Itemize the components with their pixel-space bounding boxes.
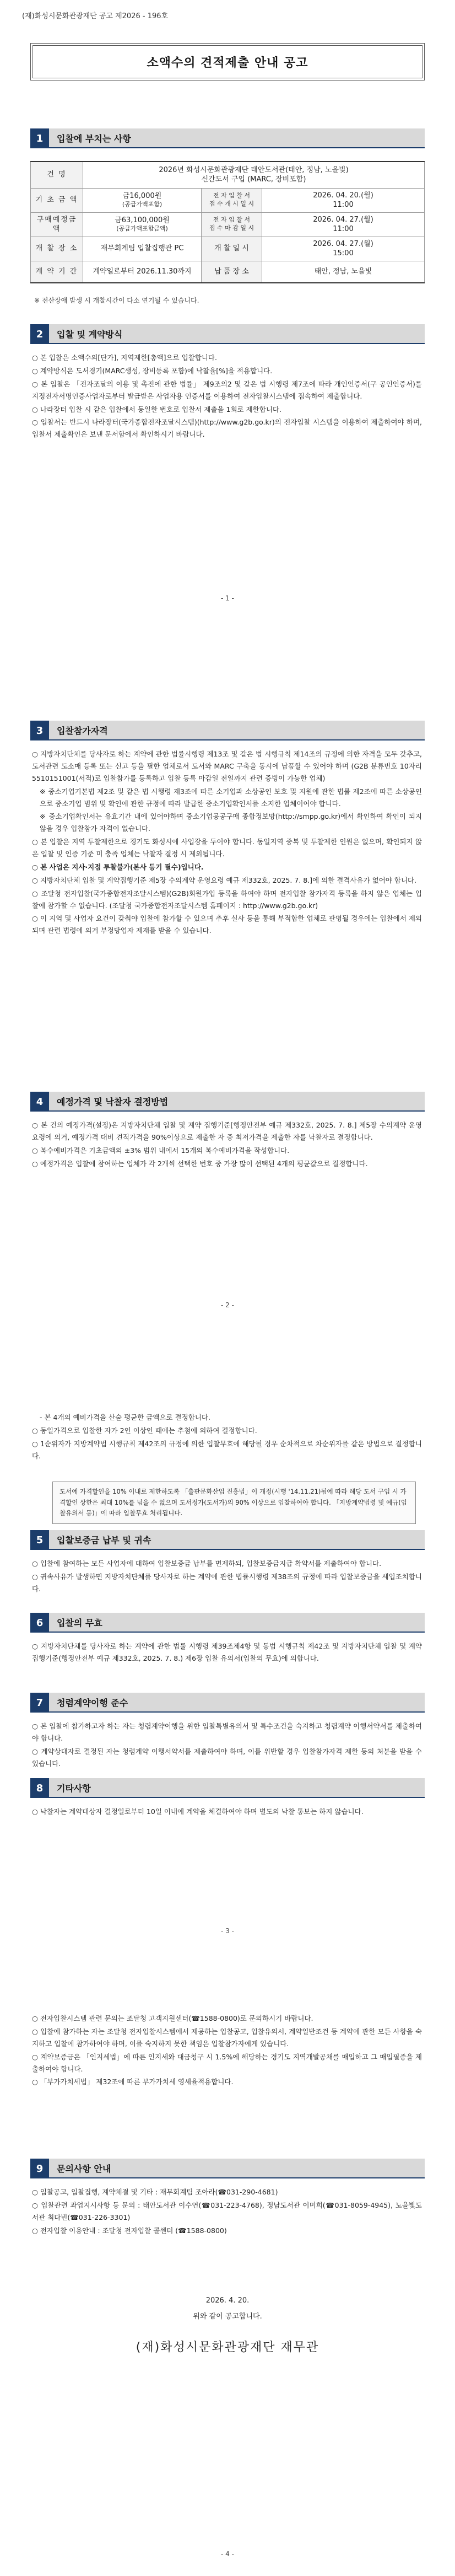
list-item: ○ 복수예비가격은 기초금액의 ±3% 범위 내에서 15개의 복수예비가격을 작성합니다.: [32, 1146, 290, 1155]
list-item: - 본 4개의 예비가격을 산술 평균한 금액으로 결정합니다.: [40, 1413, 210, 1421]
section-4-body: [32, 1119, 422, 1171]
list-item: ○ 지방자치단체를 당사자로 하는 계약에 관한 법률시행령 제13조 및 같은 법 시행규칙 제14조의 규정에 의한 자격을 모두 갖추고, 도서관련 도소매 등록 또는 신고 등을 필한 업체로서 도서와 MARC 구축을 동시에 납품할 수 있어야 하며 (G2B 분류번호 10자리 5510151001(서적)로 입찰참가를 등록하고 입찰 등록 마감일 전일까지 관련 증빙이 가능한 업체): [32, 750, 422, 782]
price-notice-box: [52, 1482, 416, 1524]
section-title: 청렴계약이행 준수: [49, 1693, 425, 1713]
section-number: 9: [30, 2159, 49, 2178]
page-1: [0, 0, 455, 697]
section-number: 5: [30, 1530, 49, 1550]
list-item: ○ 이 지역 및 사업자 요건이 갖춰야 입찰에 참가할 수 있으며 추후 실사 등을 통해 부적합한 업체로 판명될 경우에는 입찰에서 제외되며 관련 법령에 의거 부정당업자 제재를 받을 수 있습니다.: [32, 914, 422, 935]
issuer-signature: (재)화성시문화관광재단 재무관: [136, 2341, 319, 2354]
list-item: ○ 입찰서는 반드시 나라장터(국가종합전자조달시스템)(http://www.g2b.go.kr)의 전자입찰 시스템을 이용하여 제출하여야 하며, 입찰서 제출확인은 보낸 문서함에서 확인하시기 바랍니다.: [32, 418, 422, 439]
section-number: 4: [30, 1092, 49, 1112]
table-note: ※ 전산장애 발생 시 개찰시간이 다소 연기될 수 있습니다.: [34, 297, 199, 304]
section-number: 8: [30, 1778, 49, 1798]
label-delivery-place: 납 품 장 소: [202, 261, 262, 283]
page-number: - 2 -: [221, 1301, 234, 1309]
section-number: 3: [30, 721, 49, 740]
section-8-body: [32, 1806, 422, 1819]
item-name-line2: 신간도서 구입 (MARC, 장비포함): [201, 175, 306, 184]
section-header-5: [30, 1530, 425, 1550]
list-item: ○ 지방자치단체를 당사자로 하는 계약에 관한 법률 시행령 제39조제4항 및 동법 시행규칙 제42조 및 지방자치단체 입찰 및 계약집행기준(행정안전부 예규 제332호, 2025. 7. 8.) 제6장 입찰 유의서(입찰의 무효)에 의합니다.: [32, 1642, 422, 1662]
label-opening-place: 개 찰 장 소: [31, 237, 83, 261]
section-title: 입찰참가자격: [49, 721, 425, 740]
section-title: 입찰에 부치는 사항: [49, 128, 425, 148]
page-number: - 3 -: [221, 1927, 234, 1935]
label-close-a: 전 자 입 찰 서: [213, 216, 251, 224]
opening-date: 2026. 04. 27.(월): [313, 239, 373, 248]
label-opening-datetime: 개 찰 일 시: [202, 237, 262, 261]
section-header-8: [30, 1778, 425, 1798]
list-item: ○ 낙찰자는 계약대상자 결정일로부터 10일 이내에 계약을 체결하여야 하며 별도의 낙찰 통보는 하지 않습니다.: [32, 1807, 364, 1816]
list-item: ○ 본 건의 예정가격(설정)은 지방자치단체 입찰 및 계약 집행기준[행정안전부 예규 제332호, 2025. 7. 8.] 제5장 수의계약 운영요령에 의거, 예정가격 대비 견적가격을 90%이상으로 제출한 자 중 최저가격을 제출한 자를 낙찰자로 결정합니다.: [32, 1121, 422, 1141]
contract-period: 계약일로부터 2026.11.30까지: [83, 261, 202, 283]
close-time: 11:00: [333, 225, 354, 234]
announcement-statement: 위와 같이 공고합니다.: [193, 2312, 262, 2321]
price-notice-text: 도서에 가격할인을 10% 이내로 제한하도록 「출판문화산업 진흥법」이 개정(시행 '14.11.21)됨에 따라 해당 도서 구입 시 가격할인 상한은 최대 10%를 넘을 수 없으며 도서정가(도서가)의 90% 이상으로 입찰하여야 합니다. 「지방계약법령 및 예규(입찰유의서 등)」에 따라 입찰무효 처리됩니다.: [59, 1488, 407, 1517]
base-amount: 금16,000원: [122, 191, 162, 200]
section-title: 기타사항: [49, 1778, 425, 1798]
section-header-2: [30, 324, 425, 344]
section-7-body: [32, 1720, 422, 1771]
section-2-body: [32, 352, 422, 442]
section-header-3: [30, 721, 425, 740]
list-item: ○ 본 입찰에 참가하고자 하는 자는 청렴계약이행을 위한 입찰특별유의서 및 특수조건을 숙지하고 청렴계약 이행서약서를 제출하여야 합니다.: [32, 1722, 422, 1742]
section-title: 입찰 및 계약방식: [49, 324, 425, 344]
list-item: ○ 입찰관련 과업지시사항 등 문의 : 태안도서관 이수연(☎031-223-4768), 정남도서관 이미희(☎031-8059-4945), 노을빛도서관 최다빈(☎031-226-3301): [32, 2201, 422, 2221]
label-open-a: 전 자 입 찰 서: [213, 192, 251, 200]
table-row: [31, 261, 425, 283]
title-box: [30, 43, 425, 80]
list-item: ○ 「부가가치세법」 제32조에 따른 부가가치세 영세율적용합니다.: [32, 2078, 234, 2086]
list-item: ○ 계약보증금은 「인지세법」에 따른 인지세와 대금청구 시 1.5%에 해당하는 경기도 지역개발공채를 매입하고 그 매입필증을 제출하여야 합니다.: [32, 2052, 422, 2073]
section-3-body: [32, 748, 422, 938]
label-close-b: 접 수 마 감 일 시: [209, 224, 254, 232]
close-date: 2026. 04. 27.(월): [313, 215, 373, 224]
base-amount-sub: (공급가액포함): [122, 201, 162, 208]
list-item: ※ 중소기업확인서는 유효기간 내에 있어야하며 중소기업공공구매 종합정보망(http://smpp.go.kr)에서 확인하여 확인이 되지 않을 경우 입찰참가 자격이 없습니다.: [40, 812, 422, 833]
item-name-line1: 2026년 화성시문화관광재단 태안도서관(태안, 정남, 노을빛): [159, 165, 349, 174]
section-9-body: [32, 2186, 422, 2238]
list-item: ○ 본 사업은 지사·지점 투찰불가(본사 등기 필수)입니다.: [32, 862, 204, 871]
section-title: 입찰보증금 납부 및 귀속: [49, 1530, 425, 1550]
opening-place: 재무회계팀 입찰집행관 PC: [83, 237, 202, 261]
list-item: ○ 입찰에 참여하는 모든 사업자에 대하여 입찰보증금 납부를 면제하되, 입찰보증금지급 확약서를 제출하여야 합니다.: [32, 1559, 382, 1568]
open-time: 11:00: [333, 201, 354, 210]
section-title: 입찰의 무효: [49, 1613, 425, 1633]
section-header-4: [30, 1092, 425, 1112]
list-item: ○ 예정가격은 입찰에 참여하는 업체가 각 2개씩 선택한 번호 중 가장 많이 선택된 4개의 평균값으로 결정합니다.: [32, 1159, 368, 1168]
list-item: ○ 입찰에 참가하는 자는 조달청 전자입찰시스템에서 제공하는 입찰공고, 입찰유의서, 계약일반조건 등 계약에 관한 모든 사항을 숙지하고 입찰에 참가하여야 하며, 이를 숙지하지 못한 책임은 입찰참가자에게 있습니다.: [32, 2027, 422, 2048]
list-item: ○ 1순위자가 지방계약법 시행규칙 제42조의 규정에 의한 입찰무효에 해당될 경우 순차적으로 차순위자를 같은 방법으로 결정합니다.: [32, 1439, 422, 1460]
section-8-body-continued: [32, 2012, 422, 2089]
section-title: 예정가격 및 낙찰자 결정방법: [49, 1092, 425, 1112]
delivery-place: 태안, 정남, 노을빛: [262, 261, 425, 283]
section-header-7: [30, 1693, 425, 1713]
label-base-amount: 기 초 금 액: [31, 188, 83, 212]
page-number: - 1 -: [221, 594, 234, 602]
section-header-9: [30, 2159, 425, 2178]
bid-info-table: [30, 161, 425, 283]
table-row: [31, 162, 425, 188]
label-contract-period: 계 약 기 간: [31, 261, 83, 283]
planned-amount: 금63,100,000원: [115, 216, 170, 224]
section-6-body: [32, 1640, 422, 1666]
planned-amount-sub: (공급가액포함금액): [116, 225, 168, 233]
list-item: ○ 조달청 전자입찰(국가종합전자조달시스템)(G2B)회원가입 등록을 하여야 하며 전자입찰 참가자격 등록을 하지 않은 업체는 입찰에 참가할 수 없습니다. (조달청 국가종합전자조달시스템 홈페이지 : http://www.g2b.go.kr): [32, 889, 422, 910]
document-number: (재)화성시문화관광재단 공고 제2026 - 196호: [22, 12, 169, 20]
page-3: [0, 1398, 455, 1999]
table-row: [31, 212, 425, 237]
section-number: 2: [30, 324, 49, 344]
list-item: ○ 지방자치단체 입찰 및 계약집행기준 제5장 수의계약 운영요령 예규 제332호, 2025. 7. 8.]에 의한 결격사유가 없어야 합니다.: [32, 876, 416, 884]
page-2: [0, 697, 455, 1398]
page-number: - 4 -: [221, 2550, 234, 2558]
list-item: ○ 귀속사유가 발생하면 지방자치단체를 당사자로 하는 계약에 관한 법률시행령 제38조의 규정에 따라 입찰보증금을 세입조치합니다.: [32, 1572, 422, 1593]
table-row: [31, 188, 425, 212]
list-item: ○ 본 입찰은 소액수의[단가], 지역제한[총액]으로 입찰합니다.: [32, 353, 217, 362]
announcement-date: 2026. 4. 20.: [205, 2296, 250, 2305]
list-item: ○ 전자입찰시스템 관련 문의는 조달청 고객지원센터(☎1588-0800)로 문의하시기 바랍니다.: [32, 2014, 313, 2022]
list-item: ○ 본 입찰은 「전자조달의 이용 및 촉진에 관한 법률」 제9조의2 및 같은 법 시행령 제7조에 따라 개인인증서(구 공인인증서)를 지정전자서명인증사업자로부터 발급받은 사업자용 인증서를 이용하여 전자입찰시스템에 접속하여 제출합니다.: [32, 379, 422, 400]
section-header-1: [30, 128, 425, 148]
label-item-name: 건 명: [31, 162, 83, 188]
section-4-body-continued: [32, 1412, 422, 1463]
list-item: ○ 계약방식은 도서경기(MARC생성, 장비등록 포함)에 낙찰율[%]을 적용합니다.: [32, 366, 273, 375]
list-item: ※ 중소기업기본법 제2조 및 같은 법 시행령 제3조에 따른 소기업과 소상공인 보호 및 지원에 관한 법률 제2조에 따른 소상공인으로 중소기업 범위 및 확인에 관한 규정에 따라 발급한 중소기업확인서를 소지한 업체이어야 합니다.: [40, 787, 422, 808]
list-item: ○ 나라장터 입찰 시 같은 입찰에서 동일한 번호로 입찰서 제출을 1회로 제한합니다.: [32, 405, 281, 414]
label-open-b: 접 수 개 시 일 시: [209, 200, 254, 208]
list-item: ○ 전자입찰 이용안내 : 조달청 전자입찰 콜센터 (☎1588-0800): [32, 2226, 227, 2235]
label-planned-amount: 구매예정금액: [31, 212, 83, 237]
page-4: [0, 1999, 455, 2576]
page-title: 소액수의 견적제출 안내 공고: [147, 56, 308, 70]
section-header-6: [30, 1613, 425, 1633]
table-row: [31, 237, 425, 261]
list-item: ○ 계약상대자로 결정된 자는 청렴계약 이행서약서를 제출하여야 하며, 이를 위반할 경우 입찰참가자격 제한 등의 처분을 받을 수 있습니다.: [32, 1747, 422, 1768]
section-number: 1: [30, 128, 49, 148]
list-item: ○ 입찰공고, 입찰집행, 계약체결 및 기타 : 재무회계팀 조아라(☎031-290-4681): [32, 2188, 278, 2196]
section-number: 7: [30, 1693, 49, 1713]
section-title: 문의사항 안내: [49, 2159, 425, 2178]
open-date: 2026. 04. 20.(월): [313, 191, 373, 200]
list-item: ○ 본 입찰은 지역 투찰제한으로 경기도 화성시에 사업장을 두어야 합니다. 동일지역 중복 및 투찰제한 인원은 없으며, 확인되지 않은 입찰 및 인증 기준 미 충족 업체는 낙찰자 결정 시 제외됩니다.: [32, 838, 422, 858]
section-5-body: [32, 1558, 422, 1596]
opening-time: 15:00: [333, 249, 354, 258]
list-item: ○ 동일가격으로 입찰한 자가 2인 이상인 때에는 추첨에 의하여 결정합니다.: [32, 1426, 257, 1435]
section-number: 6: [30, 1613, 49, 1633]
